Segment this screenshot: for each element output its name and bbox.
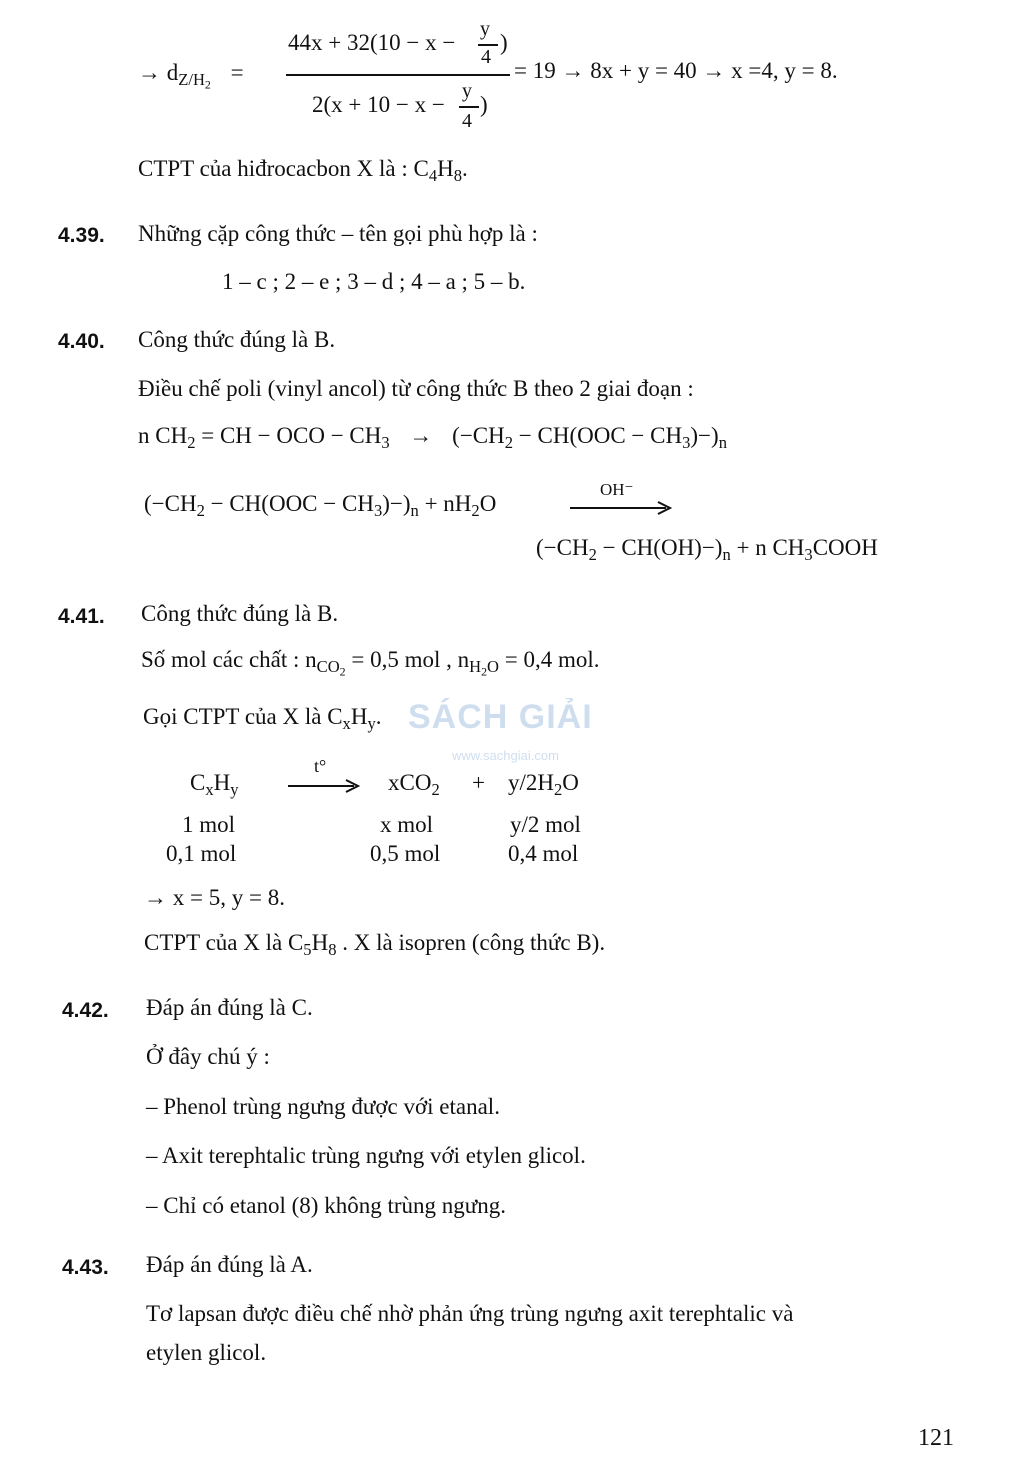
formula-den-close: ) — [480, 92, 488, 117]
formula-num-close: ) — [500, 30, 508, 55]
q441-result: → x = 5, y = 8. — [144, 885, 285, 910]
reaction-arrow-icon — [570, 500, 674, 516]
q443-text-line-1: Tơ lapsan được điều chế nhờ phản ứng trùng ngưng axit terephtalic và — [146, 1301, 794, 1326]
q440-condition-oh: OH⁻ — [600, 480, 634, 499]
q441-formula-def: Gọi CTPT của X là $C_xH_y$. — [143, 704, 382, 733]
formula-fraction-line — [286, 74, 510, 76]
q442-bullet-1: – Phenol trùng ngưng được với etanal. — [146, 1094, 500, 1119]
q441-row1-c3: y/2 mol — [510, 812, 581, 837]
question-number-443: 4.43. — [62, 1256, 109, 1279]
q441-row1-c1: 1 mol — [182, 812, 236, 837]
formula-result: = 19 → 8x + y = 40 → x =4, y = 8. — [514, 58, 838, 83]
q440-answer: Công thức đúng là B. — [138, 327, 336, 352]
q440-equation-2: $(-CH_2 - CH(OOC - CH_3)-)_n + nH_2O$ — [144, 491, 497, 520]
question-number-441: 4.41. — [58, 605, 105, 628]
q441-product-h2o: $y/2H_2O$ — [508, 770, 579, 799]
q439-pairs: 1 – c ; 2 – e ; 3 – d ; 4 – a ; 5 – b. — [222, 269, 526, 294]
q440-description: Điều chế poli (vinyl ancol) từ công thức B theo 2 giai đoạn : — [138, 376, 694, 401]
q440-equation-3: $(-CH_2 - CH(OH)-)_n + n$ $CH_3COOH$ — [536, 535, 878, 564]
q441-condition-heat: t° — [314, 756, 327, 776]
q442-bullet-3: – Chỉ có etanol (8) không trùng ngưng. — [146, 1193, 506, 1218]
formula-den-subfrac-line — [459, 106, 479, 108]
watermark-logo — [408, 690, 618, 770]
formula-numerator: 44x + 32(10 − x − — [288, 30, 456, 55]
q441-answer: Công thức đúng là B. — [141, 601, 339, 626]
q442-bullet-2: – Axit terephtalic trùng ngưng với etylen glicol. — [146, 1143, 586, 1168]
q440-equation-1: n $CH_2$ = CH − OCO − $CH_3 \to (-CH_2 - CH(OOC - CH_3)-)_n$ — [138, 423, 727, 452]
q442-answer: Đáp án đúng là C. — [146, 995, 313, 1020]
watermark-brand: SÁCH GIẢI — [408, 698, 593, 736]
q443-text-line-2: etylen glicol. — [146, 1340, 267, 1365]
formula-den-y: y — [462, 80, 472, 102]
watermark-url: www.sachgiai.com — [452, 748, 559, 763]
q441-row2-c3: 0,4 mol — [508, 841, 579, 866]
q441-plus: + — [472, 770, 485, 795]
formula-lhs: → $d_{Z/H_2}$ = — [138, 60, 244, 92]
formula-num-4: 4 — [481, 46, 491, 68]
page-number: 121 — [918, 1425, 954, 1451]
formula-denominator: 2(x + 10 − x − — [312, 92, 445, 117]
combustion-arrow-icon — [288, 778, 362, 794]
q441-reactant: $C_xH_y$ — [190, 770, 239, 799]
q441-conclusion: CTPT của X là $C_5H_8$ . X là isopren (công thức B). — [144, 930, 606, 959]
question-number-439: 4.39. — [58, 224, 105, 247]
formula-den-4: 4 — [462, 110, 472, 132]
q439-text: Những cặp công thức – tên gọi phù hợp là : — [138, 221, 538, 246]
q441-row2-c1: 0,1 mol — [166, 841, 237, 866]
q442-note: Ở đây chú ý : — [146, 1044, 270, 1069]
q441-row2-c2: 0,5 mol — [370, 841, 441, 866]
q441-row1-c2: x mol — [380, 812, 434, 837]
q443-answer: Đáp án đúng là A. — [146, 1252, 313, 1277]
question-number-440: 4.40. — [58, 330, 105, 353]
question-number-442: 4.42. — [62, 999, 109, 1022]
q441-product-co2: xCO$_2$ — [388, 770, 440, 799]
formula-num-y: y — [480, 18, 490, 40]
q441-mole-counts: Số mol các chất : $n_{CO_2} = 0,5$ mol , $n_{H_2O} = 0,4$ mol. — [141, 647, 600, 679]
ctpt-hydrocarbon: CTPT của hiđrocacbon X là : $C_4H_8$. — [138, 156, 468, 185]
